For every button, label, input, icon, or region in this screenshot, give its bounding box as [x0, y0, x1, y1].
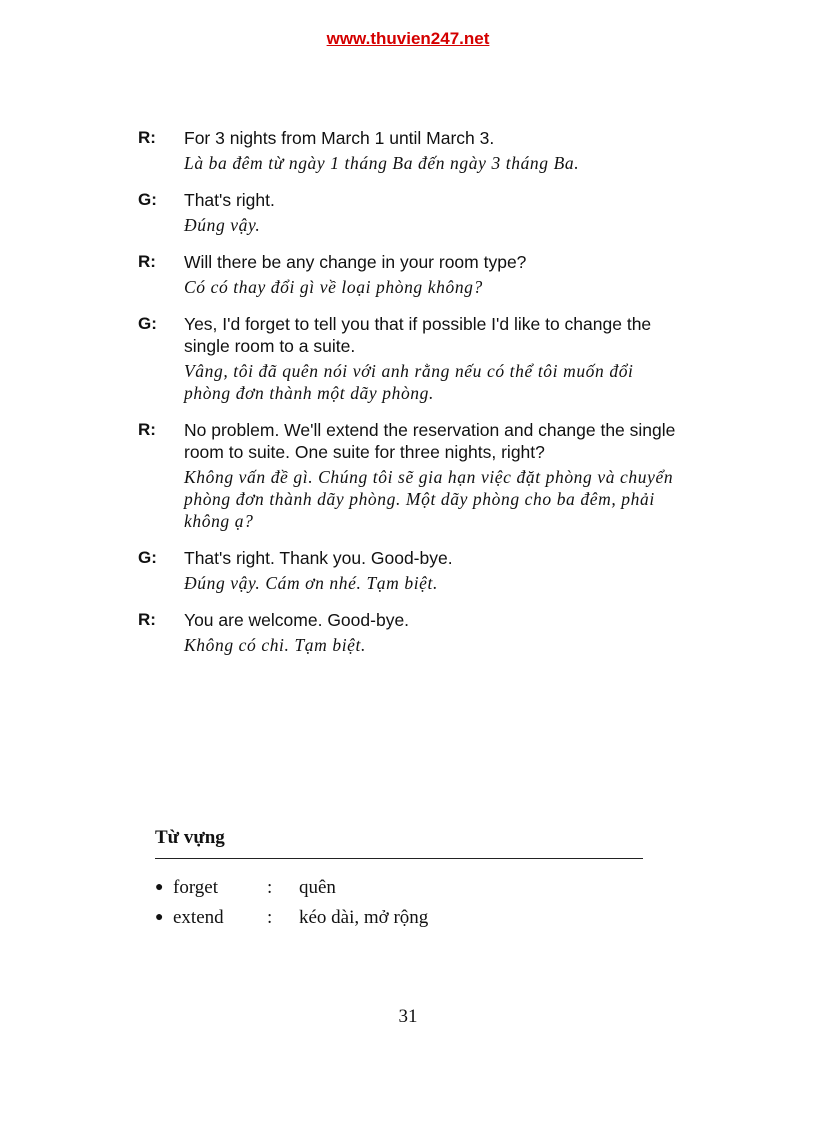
english-line: You are welcome. Good-bye. [184, 610, 410, 630]
vocabulary-section [155, 826, 643, 933]
vietnamese-translation: Đúng vậy. Cám ơn nhé. Tạm biệt. [184, 573, 438, 593]
turn-lines [184, 547, 678, 594]
vocabulary-title: Từ vựng [155, 826, 643, 859]
vocabulary-separator: : [267, 877, 273, 898]
turn-lines [184, 419, 678, 532]
vocabulary-meaning: kéo dài, mở rộng [299, 907, 429, 928]
vietnamese-translation: Có có thay đổi gì về loại phòng không? [184, 277, 483, 297]
page-number: 31 [398, 1006, 418, 1027]
bullet-icon: ● [155, 880, 164, 895]
bullet-icon: ● [155, 910, 164, 925]
speaker-label: R: [138, 610, 156, 629]
speaker-label: G: [138, 548, 157, 567]
vocabulary-term: forget [173, 877, 219, 898]
vietnamese-translation: Vâng, tôi đã quên nói với anh rằng nếu có thể tôi muốn đổi phòng đơn thành một dãy phòng. [184, 361, 634, 403]
dialogue-turn [138, 313, 678, 404]
vocabulary-separator: : [267, 907, 273, 928]
english-line: That's right. [184, 190, 275, 210]
english-line: For 3 nights from March 1 until March 3. [184, 128, 495, 148]
english-line: Yes, I'd forget to tell you that if possible I'd like to change the single room to a suite. [184, 314, 652, 356]
english-line: That's right. Thank you. Good-bye. [184, 548, 453, 568]
speaker-label: G: [138, 190, 157, 209]
dialogue-turn [138, 419, 678, 532]
vietnamese-translation: Đúng vậy. [184, 215, 261, 235]
turn-lines [184, 189, 678, 236]
vietnamese-translation: Là ba đêm từ ngày 1 tháng Ba đến ngày 3 tháng Ba. [184, 153, 580, 173]
speaker-label: R: [138, 420, 156, 439]
vocabulary-item [155, 873, 643, 903]
vietnamese-translation: Không vấn đề gì. Chúng tôi sẽ gia hạn việc đặt phòng và chuyển phòng đơn thành dãy phòng. Một dãy phòng cho ba đêm, phải không ạ? [184, 467, 674, 531]
dialogue-turn [138, 609, 678, 656]
speaker-label: G: [138, 314, 157, 333]
turn-lines [184, 313, 678, 404]
dialogue [138, 127, 678, 671]
dialogue-turn [138, 251, 678, 298]
site-link[interactable]: www.thuvien247.net [326, 29, 490, 48]
vocabulary-item [155, 903, 643, 933]
dialogue-turn [138, 189, 678, 236]
vocabulary-term: extend [173, 907, 224, 928]
vocabulary-meaning: quên [299, 877, 336, 898]
english-line: No problem. We'll extend the reservation and change the single room to suite. One suite for three nights, right? [184, 420, 676, 462]
english-line: Will there be any change in your room type? [184, 252, 527, 272]
speaker-label: R: [138, 252, 156, 271]
vietnamese-translation: Không có chi. Tạm biệt. [184, 635, 366, 655]
speaker-label: R: [138, 128, 156, 147]
turn-lines [184, 127, 678, 174]
dialogue-turn [138, 547, 678, 594]
vocabulary-list [155, 873, 643, 933]
dialogue-turn [138, 127, 678, 174]
turn-lines [184, 251, 678, 298]
turn-lines [184, 609, 678, 656]
